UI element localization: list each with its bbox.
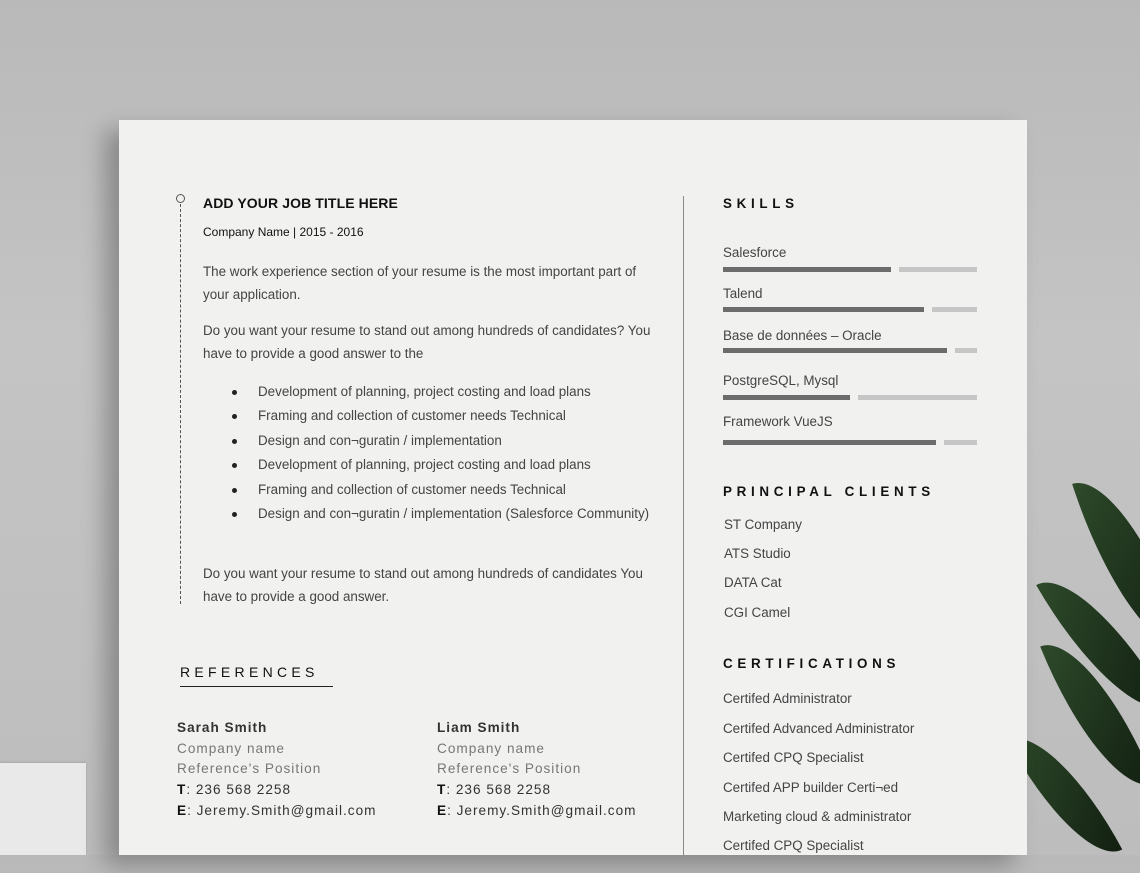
- email-value: : Jeremy.Smith@gmail.com: [447, 802, 637, 818]
- skill-bar-filled: [723, 440, 936, 445]
- skill-bar-filled: [723, 267, 891, 272]
- skill-bar-filled: [723, 307, 924, 312]
- phone-label: T: [437, 782, 447, 798]
- skills-heading: SKILLS: [723, 196, 799, 211]
- client-item: ATS Studio: [724, 546, 791, 561]
- skill-bar-filled: [723, 395, 850, 400]
- timeline-dot-icon: [176, 194, 185, 203]
- reference-phone: [177, 780, 376, 801]
- reference-phone: [437, 780, 636, 801]
- certification-item: Certifed Administrator: [723, 691, 852, 706]
- reference-position: Reference's Position: [437, 761, 582, 777]
- skill-label: Base de données – Oracle: [723, 328, 882, 343]
- skill-bar-remaining: [944, 440, 977, 445]
- phone-label: T: [177, 782, 187, 798]
- skill-bar-filled: [723, 348, 947, 353]
- experience-paragraph: The work experience section of your resume is the most important part of your application.: [203, 264, 637, 302]
- phone-value: : 236 568 2258: [186, 782, 292, 798]
- bullet-item: Development of planning, project costing and load plans: [258, 380, 652, 404]
- certification-item: Marketing cloud & administrator: [723, 809, 912, 824]
- certifications-heading: CERTIFICATIONS: [723, 656, 901, 671]
- client-item: DATA Cat: [724, 575, 782, 590]
- reference-card: [437, 718, 636, 822]
- bullet-item: Design and con¬guratin / implementation (Salesforce Community): [258, 502, 652, 526]
- job-title: ADD YOUR JOB TITLE HERE: [203, 195, 398, 211]
- skill-label: PostgreSQL, Mysql: [723, 373, 839, 388]
- company-dates: Company Name | 2015 - 2016: [203, 225, 364, 239]
- experience-bullet-list: [203, 380, 652, 526]
- client-item: ST Company: [724, 517, 802, 532]
- skill-label: Salesforce: [723, 245, 787, 260]
- certification-item: Certifed APP builder Certi¬ed: [723, 780, 899, 795]
- skill-label: Talend: [723, 286, 763, 301]
- bullet-item: Development of planning, project costing and load plans: [258, 453, 652, 477]
- bullet-item: Framing and collection of customer needs Technical: [258, 478, 652, 502]
- bullet-item: Design and con¬guratin / implementation: [258, 429, 652, 453]
- references-heading: REFERENCES: [180, 664, 319, 680]
- column-divider: [683, 196, 684, 855]
- skill-label: Framework VueJS: [723, 414, 833, 429]
- experience-paragraph: Do you want your resume to stand out among hundreds of candidates? You have to provide a good answer to the: [203, 323, 651, 361]
- experience-paragraph: Do you want your resume to stand out among hundreds of candidates You have to provide a good answer.: [203, 566, 643, 604]
- reference-company: Company name: [177, 740, 285, 756]
- skill-bar-remaining: [858, 395, 977, 400]
- reference-company: Company name: [437, 740, 545, 756]
- email-value: : Jeremy.Smith@gmail.com: [187, 802, 377, 818]
- client-item: CGI Camel: [724, 605, 791, 620]
- skill-bar-remaining: [955, 348, 977, 353]
- timeline-line: [180, 204, 181, 604]
- background-paper-sheet: [0, 763, 86, 855]
- email-label: E: [437, 802, 448, 818]
- clients-heading: PRINCIPAL CLIENTS: [723, 484, 935, 499]
- phone-value: : 236 568 2258: [446, 782, 552, 798]
- certification-item: Certifed CPQ Specialist: [723, 838, 864, 853]
- reference-position: Reference's Position: [177, 761, 322, 777]
- references-underline: [180, 686, 333, 687]
- skill-bar-remaining: [899, 267, 977, 272]
- reference-card: [177, 718, 376, 822]
- certification-item: Certifed CPQ Specialist: [723, 750, 864, 765]
- email-label: E: [177, 802, 188, 818]
- reference-name: Liam Smith: [437, 720, 521, 735]
- reference-email: [177, 801, 376, 822]
- reference-name: Sarah Smith: [177, 720, 268, 735]
- certification-item: Certifed Advanced Administrator: [723, 721, 915, 736]
- resume-page: [119, 120, 1027, 855]
- skill-bar-remaining: [932, 307, 977, 312]
- reference-email: [437, 801, 636, 822]
- bullet-item: Framing and collection of customer needs Technical: [258, 404, 652, 428]
